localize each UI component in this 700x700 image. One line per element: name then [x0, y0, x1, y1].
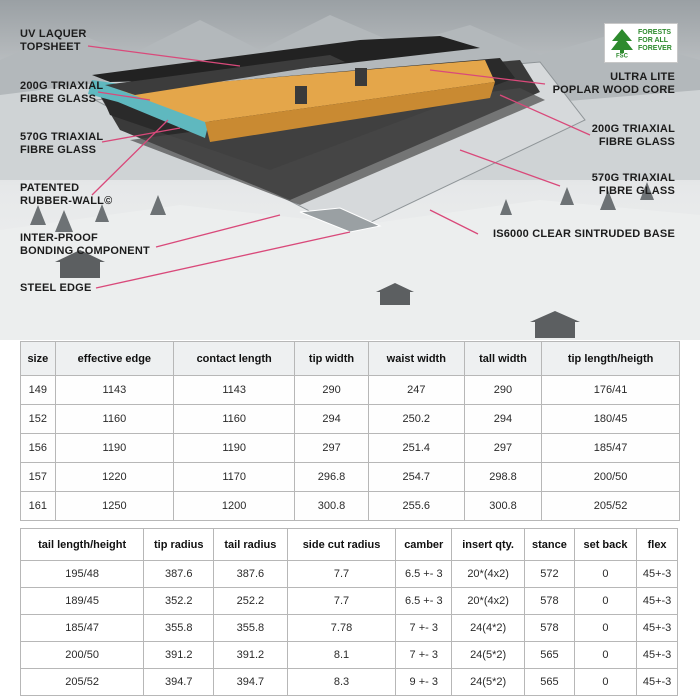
- table-row: [21, 561, 678, 588]
- label-line: 570G TRIAXIAL: [591, 172, 675, 184]
- label-steel-edge: [20, 282, 91, 295]
- table-cell: 45+-3: [637, 642, 678, 669]
- table-cell: 296.8: [295, 463, 369, 492]
- table-cell: 250.2: [368, 405, 464, 434]
- table-body: [21, 376, 680, 521]
- table-cell: 355.8: [144, 615, 214, 642]
- label-topsheet: [20, 28, 87, 54]
- table-cell: 205/52: [21, 669, 144, 696]
- size-spec-table: [20, 341, 680, 521]
- label-fibreglass-570-bottom: [592, 172, 675, 198]
- table-cell: 565: [525, 642, 575, 669]
- table-row: [21, 642, 678, 669]
- table-cell: 394.7: [214, 669, 287, 696]
- table-cell: 156: [21, 434, 56, 463]
- table-cell: 6.5 +- 3: [396, 561, 452, 588]
- fsc-line: FORESTS: [638, 29, 672, 36]
- table-cell: 7 +- 3: [396, 615, 452, 642]
- table-cell: 149: [21, 376, 56, 405]
- table-cell: 45+-3: [637, 561, 678, 588]
- table-cell: 1143: [55, 376, 173, 405]
- table-cell: 7 +- 3: [396, 642, 452, 669]
- table-cell: 6.5 +- 3: [396, 588, 452, 615]
- fsc-brand-text: FSC: [616, 53, 628, 58]
- column-header: waist width: [368, 342, 464, 376]
- table-row: [21, 434, 680, 463]
- table-cell: 298.8: [464, 463, 541, 492]
- table-cell: 1143: [174, 376, 295, 405]
- label-line: UV LAQUER: [20, 28, 87, 40]
- label-line: 200G TRIAXIAL: [20, 80, 104, 92]
- table-cell: 9 +- 3: [396, 669, 452, 696]
- column-header: tip width: [295, 342, 369, 376]
- construction-diagram: [0, 0, 700, 340]
- label-line: 570G TRIAXIAL: [20, 131, 104, 143]
- label-line: INTER-PROOF: [20, 232, 98, 244]
- board-layers-illustration: [0, 0, 700, 340]
- label-rubber-wall: [20, 182, 112, 208]
- table-row: [21, 405, 680, 434]
- table-cell: 290: [295, 376, 369, 405]
- fsc-tree-icon: [609, 28, 635, 58]
- table-cell: 1170: [174, 463, 295, 492]
- label-line: BONDING COMPONENT: [20, 245, 150, 257]
- table-cell: 8.1: [287, 642, 396, 669]
- label-line: FIBRE GLASS: [20, 93, 97, 105]
- label-fibreglass-200-top: [20, 80, 103, 106]
- table-cell: 300.8: [295, 492, 369, 521]
- column-header: side cut radius: [287, 529, 396, 561]
- table-cell: 578: [525, 588, 575, 615]
- table-cell: 195/48: [21, 561, 144, 588]
- table-cell: 247: [368, 376, 464, 405]
- column-header: flex: [637, 529, 678, 561]
- table-cell: 189/45: [21, 588, 144, 615]
- fsc-badge: [604, 23, 678, 63]
- label-line: 200G TRIAXIAL: [591, 123, 675, 135]
- geometry-spec-table: [20, 528, 678, 696]
- table-cell: 294: [464, 405, 541, 434]
- column-header: tall width: [464, 342, 541, 376]
- label-line: RUBBER-WALL©: [20, 195, 113, 207]
- label-line: FIBRE GLASS: [598, 136, 675, 148]
- table-cell: 0: [574, 615, 636, 642]
- table-row: [21, 376, 680, 405]
- table-cell: 161: [21, 492, 56, 521]
- column-header: set back: [574, 529, 636, 561]
- label-bonding: [20, 232, 150, 258]
- table-cell: 1190: [174, 434, 295, 463]
- column-header: tail radius: [214, 529, 287, 561]
- table-cell: 20*(4x2): [452, 588, 525, 615]
- label-line: STEEL EDGE: [20, 282, 92, 294]
- column-header: tip radius: [144, 529, 214, 561]
- label-line: POPLAR WOOD CORE: [552, 84, 675, 96]
- table-cell: 8.3: [287, 669, 396, 696]
- table-cell: 1220: [55, 463, 173, 492]
- table-cell: 7.7: [287, 588, 396, 615]
- table-cell: 387.6: [214, 561, 287, 588]
- table-cell: 152: [21, 405, 56, 434]
- table-cell: 254.7: [368, 463, 464, 492]
- table-cell: 7.78: [287, 615, 396, 642]
- table-cell: 200/50: [21, 642, 144, 669]
- table-row: [21, 669, 678, 696]
- column-header: size: [21, 342, 56, 376]
- table-cell: 297: [295, 434, 369, 463]
- table-cell: 0: [574, 561, 636, 588]
- table-row: [21, 492, 680, 521]
- table-cell: 352.2: [144, 588, 214, 615]
- table-cell: 355.8: [214, 615, 287, 642]
- table-row: [21, 463, 680, 492]
- label-line: TOPSHEET: [20, 41, 81, 53]
- table-row: [21, 588, 678, 615]
- label-line: ULTRA LITE: [610, 71, 675, 83]
- table-cell: 578: [525, 615, 575, 642]
- table-cell: 24(5*2): [452, 669, 525, 696]
- table-cell: 24(5*2): [452, 642, 525, 669]
- table-cell: 180/45: [542, 405, 680, 434]
- table-header-row: [21, 529, 678, 561]
- table-cell: 391.2: [214, 642, 287, 669]
- table-cell: 391.2: [144, 642, 214, 669]
- column-header: stance: [525, 529, 575, 561]
- table-cell: 20*(4x2): [452, 561, 525, 588]
- label-line: FIBRE GLASS: [598, 185, 675, 197]
- table-body: [21, 561, 678, 696]
- table-cell: 294: [295, 405, 369, 434]
- column-header: camber: [396, 529, 452, 561]
- table-cell: 1200: [174, 492, 295, 521]
- column-header: insert qty.: [452, 529, 525, 561]
- table-cell: 200/50: [542, 463, 680, 492]
- table-cell: 185/47: [542, 434, 680, 463]
- label-line: PATENTED: [20, 182, 80, 194]
- table-cell: 0: [574, 669, 636, 696]
- fsc-line: FOREVER: [638, 45, 672, 52]
- label-line: IS6000 CLEAR SINTRUDED BASE: [492, 228, 675, 240]
- column-header: contact length: [174, 342, 295, 376]
- table-cell: 387.6: [144, 561, 214, 588]
- label-fibreglass-570-top: [20, 131, 103, 157]
- table-cell: 255.6: [368, 492, 464, 521]
- table-cell: 251.4: [368, 434, 464, 463]
- table-cell: 157: [21, 463, 56, 492]
- table-cell: 394.7: [144, 669, 214, 696]
- label-line: FIBRE GLASS: [20, 144, 97, 156]
- table-row: [21, 615, 678, 642]
- table-cell: 24(4*2): [452, 615, 525, 642]
- table-cell: 1160: [55, 405, 173, 434]
- table-cell: 1190: [55, 434, 173, 463]
- table-cell: 185/47: [21, 615, 144, 642]
- table-cell: 290: [464, 376, 541, 405]
- table-cell: 7.7: [287, 561, 396, 588]
- insert: [295, 86, 307, 104]
- table-header-row: [21, 342, 680, 376]
- table-cell: 1160: [174, 405, 295, 434]
- table-cell: 45+-3: [637, 615, 678, 642]
- label-fibreglass-200-bottom: [592, 123, 675, 149]
- table-cell: 176/41: [542, 376, 680, 405]
- table-cell: 205/52: [542, 492, 680, 521]
- insert: [355, 68, 367, 86]
- table-cell: 252.2: [214, 588, 287, 615]
- column-header: tail length/height: [21, 529, 144, 561]
- column-header: effective edge: [55, 342, 173, 376]
- table-cell: 300.8: [464, 492, 541, 521]
- fsc-line: FOR ALL: [638, 37, 669, 44]
- table-cell: 45+-3: [637, 669, 678, 696]
- table-cell: 572: [525, 561, 575, 588]
- table-cell: 0: [574, 588, 636, 615]
- table-cell: 1250: [55, 492, 173, 521]
- table-cell: 297: [464, 434, 541, 463]
- column-header: tip length/heigth: [542, 342, 680, 376]
- table-cell: 0: [574, 642, 636, 669]
- table-cell: 45+-3: [637, 588, 678, 615]
- label-base: [493, 228, 675, 241]
- table-cell: 565: [525, 669, 575, 696]
- label-wood-core: [553, 71, 675, 97]
